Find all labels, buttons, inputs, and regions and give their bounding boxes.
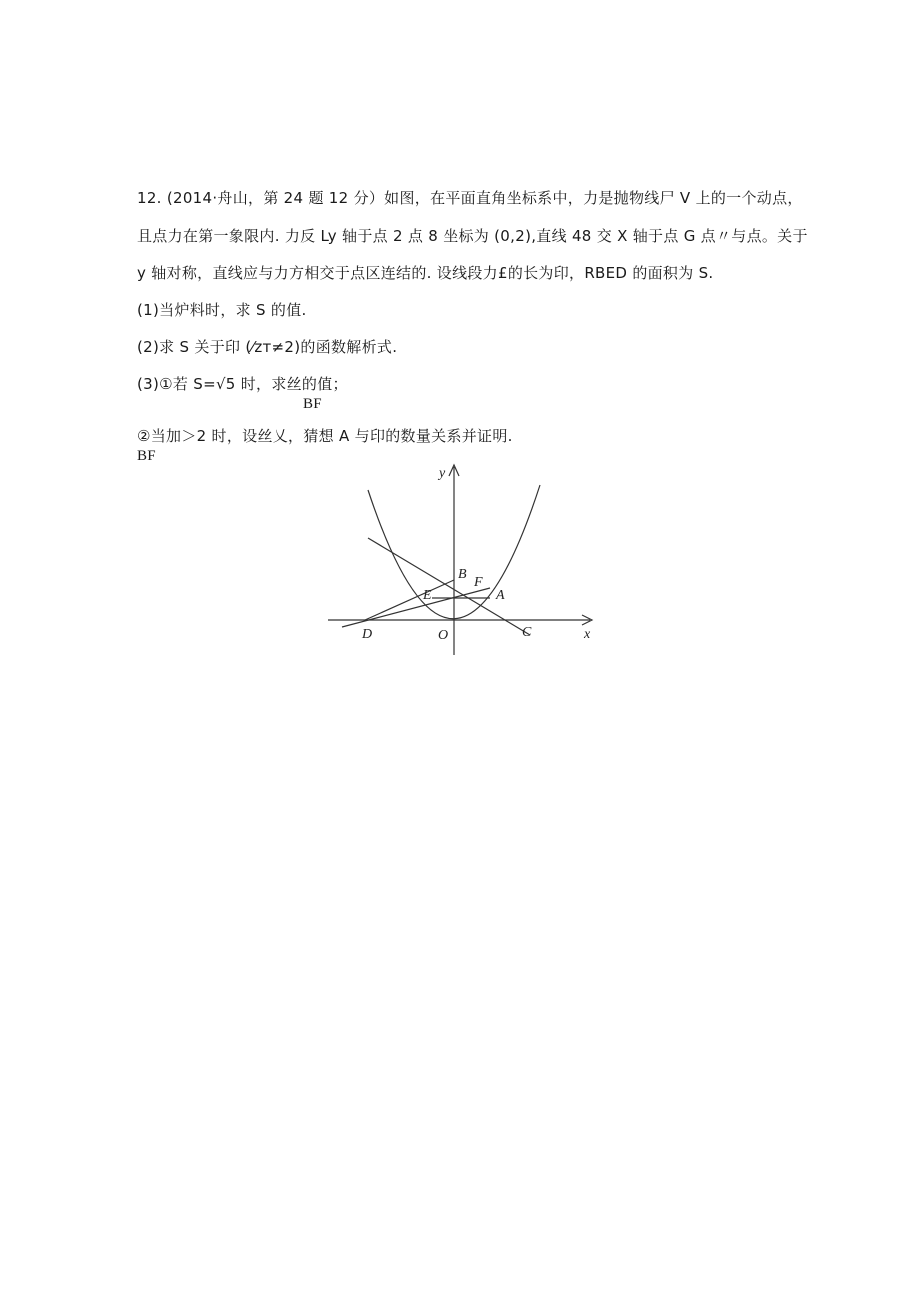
label-c: C <box>522 625 532 640</box>
label-e: E <box>423 588 432 603</box>
label-y: y <box>439 466 446 481</box>
label-d: D <box>362 627 373 642</box>
problem-line-2: 且点力在第一象限内. 力反 Ly 轴于点 2 点 8 坐标为 (0,2),直线 48 交 X 轴于点 G 点〃与点。关于 <box>137 227 808 245</box>
fraction-denominator-bf: BF <box>303 396 322 412</box>
label-x: x <box>584 627 591 642</box>
question-3-part-2: ②当加＞2 时，设丝乂，猜想 A 与印的数量关系并证明. <box>137 427 513 445</box>
question-3-part-1: (3)①若 S=√5 时，求丝的值； <box>137 375 348 393</box>
label-o: O <box>438 628 449 643</box>
parabola-figure <box>320 455 610 660</box>
fraction-denominator-bf-2: BF <box>137 448 156 464</box>
problem-line-3: y 轴对称，直线应与力方相交于点区连结的. 设线段力£的长为印，RBED 的面积为 S. <box>137 264 714 282</box>
label-a: A <box>496 588 505 603</box>
line-df <box>365 580 454 620</box>
label-b: B <box>458 567 467 582</box>
question-1: (1)当炉料时，求 S 的值. <box>137 301 307 319</box>
label-f: F <box>474 575 483 590</box>
question-2: (2)求 S 关于印 (⁄zт≠2)的函数解析式. <box>137 338 398 356</box>
problem-line-1: 12. (2014·舟山，第 24 题 12 分）如图，在平面直角坐标系中，力是抛物线尸 V 上的一个动点， <box>137 189 803 207</box>
